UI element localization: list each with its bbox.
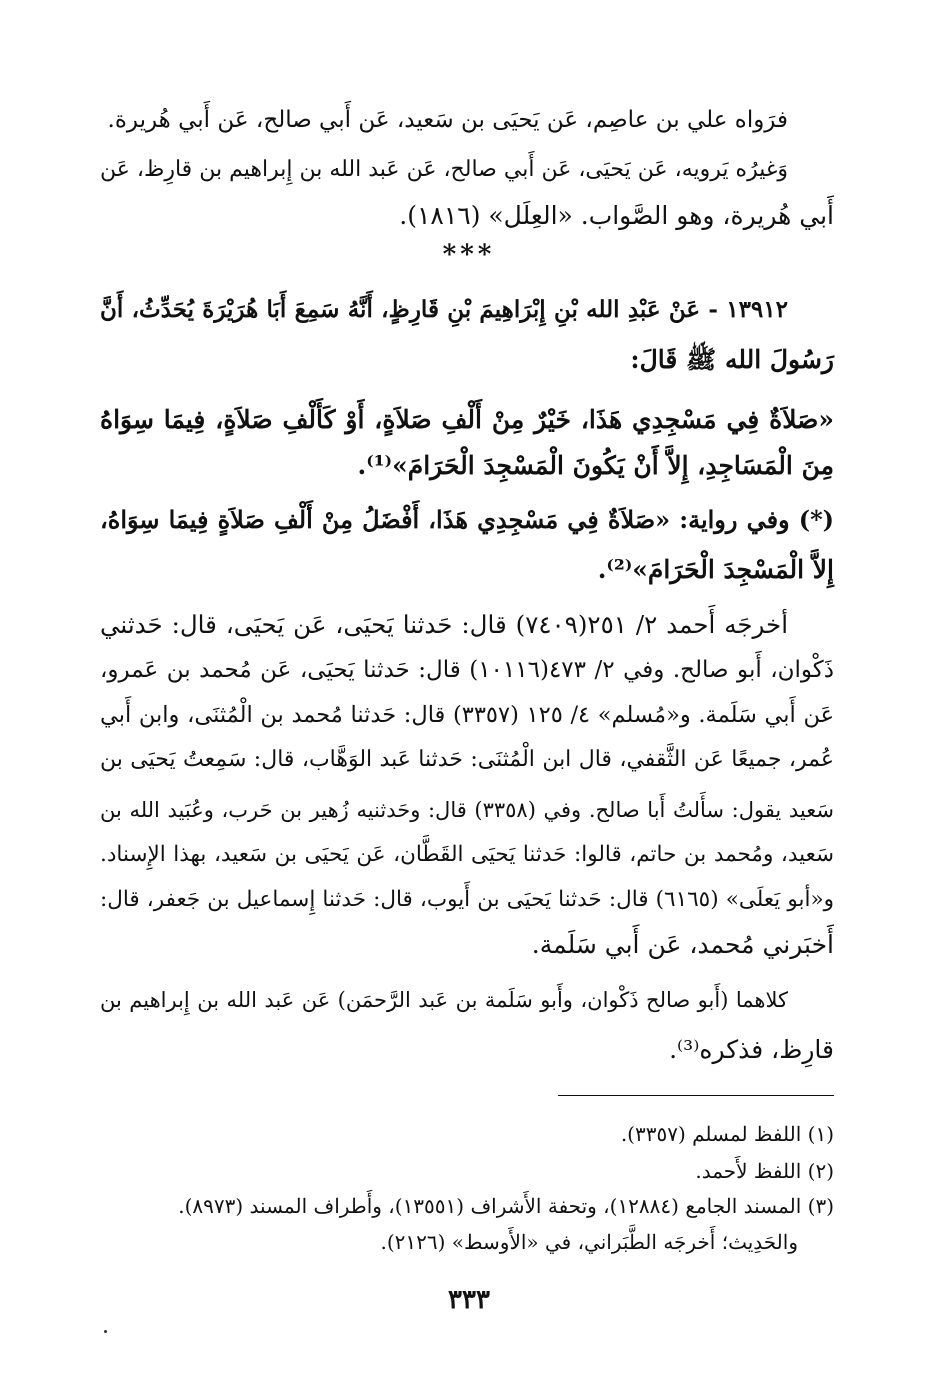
variant-line-2: إِلاَّ الْمَسْجِدَ الْحَرَامَ»⁽²⁾. xyxy=(597,555,834,584)
summary-line-1: كلاهما (أَبو صالح ذَكْوان، وأَبو سَلَمة بن عَبد الرَّحمَن) عَن عَبد الله بن إِبراهيم بن xyxy=(100,988,788,1012)
hadith-heading-line-2: رَسُولَ الله ﷺ قَالَ: xyxy=(630,345,834,374)
takhrij-line-4: عُمر، جميعًا عَن الثَّقفي، قال ابن الْمُثنَى: حَدثنا عَبد الوَهَّاب، قال: سَمِعتُ يَحيَى بن xyxy=(100,747,834,772)
page-number: ٣٣٣ xyxy=(448,1285,490,1315)
takhrij-line-1: أخرجَه أَحمد ٢/ ٢٥١(٧٤٠٩) قال: حَدثنا يَحيَى، عَن يَحيَى، قال: حَدثني xyxy=(100,610,789,639)
takhrij-line-2: ذَكْوان، أَبو صالح. وفي ٢/ ٤٧٣(١٠١١٦) قال: حَدثنا يَحيَى، عَن مُحمد بن عَمرو، xyxy=(100,657,834,683)
takhrij-line-6: سَعيد، ومُحمد بن حاتم، قالوا: حَدثنا يَحيَى القَطَّان، عَن يَحيَى بن سَعيد، بهذا الإِسناد. xyxy=(100,842,834,867)
takhrij-line-3: عَن أَبي سَلَمة. و«مُسلم» ٤/ ١٢٥ (٣٣٥٧) قال: حَدثنا مُحمد بن الْمُثنَى، وابن أَبي xyxy=(100,702,835,728)
footnote-3-continued: والحَدِيث؛ أَخرجَه الطَّبَراني، في «الأَوسط» (٢١٢٦). xyxy=(380,1230,798,1254)
text-line-1: فرَواه علي بن عاصِم، عَن يَحيَى بن سَعيد، عَن أَبي صالح، عَن أَبي هُريرة. xyxy=(107,107,788,133)
variant-line-1: (*) وفي رواية: «صَلاَةٌ فِي مَسْجِدِي هَذَا، أَفْضَلُ مِنْ أَلْفِ صَلاَةٍ فِيمَا سِوَاهُ، xyxy=(100,505,834,534)
text-line-2: وَغيرُه يَرويه، عَن يَحيَى، عَن أَبي صالح، عَن عَبد الله بن إِبراهيم بن قارِظ، عَن xyxy=(100,157,788,182)
takhrij-line-5: سَعيد يقول: سأَلتُ أَبا صالح. وفي (٣٣٥٨) قال: وحَدثنيه زُهير بن حَرب، وعُبَيد الله بن xyxy=(100,798,834,822)
footnote-2: (٢) اللفظ لأَحمد. xyxy=(695,1159,834,1183)
hadith-heading-line-1: ١٣٩١٢ - عَنْ عَبْدِ الله بْنِ إِبْرَاهِيمَ بْنِ قَارِظٍ، أَنَّهُ سَمِعَ أَبَا هُرَيْرَةَ يُحَدِّثُ، أَنَّ xyxy=(100,296,788,323)
scan-speck xyxy=(104,1330,107,1333)
takhrij-line-8: أَخبَرني مُحمد، عَن أَبي سَلَمة. xyxy=(531,930,834,959)
footnote-separator xyxy=(558,1095,834,1096)
footnote-3: (٣) المسند الجامع (١٢٨٨٤)، وتحفة الأَشراف (١٣٥٥١)، وأَطراف المسند (٨٩٧٣). xyxy=(178,1194,834,1218)
hadith-text-line-2: مِنَ الْمَسَاجِدِ، إِلاَّ أَنْ يَكُونَ الْمَسْجِدَ الْحَرَامَ»⁽¹⁾. xyxy=(357,451,834,480)
text-line-3: أَبي هُريرة، وهو الصَّواب. «العِلَل» (١٨١٦). xyxy=(399,201,834,230)
takhrij-line-7: و«أبو يَعلَى» (٦١٦٥) قال: حَدثنا يَحيَى بن أَيوب، قال: حَدثنا إِسماعيل بن جَعفر، قال: xyxy=(100,887,834,912)
section-separator: *** xyxy=(442,240,496,270)
footnote-1: (١) اللفظ لمسلم (٣٣٥٧). xyxy=(620,1122,834,1146)
summary-line-2: قارِظ، فذكره⁽³⁾. xyxy=(669,1035,834,1064)
hadith-text-line-1: «صَلاَةٌ فِي مَسْجِدِي هَذَا، خَيْرٌ مِنْ أَلْفِ صَلاَةٍ، أَوْ كَأَلْفِ صَلاَةٍ، فِيمَا سِوَاهُ xyxy=(100,405,834,434)
